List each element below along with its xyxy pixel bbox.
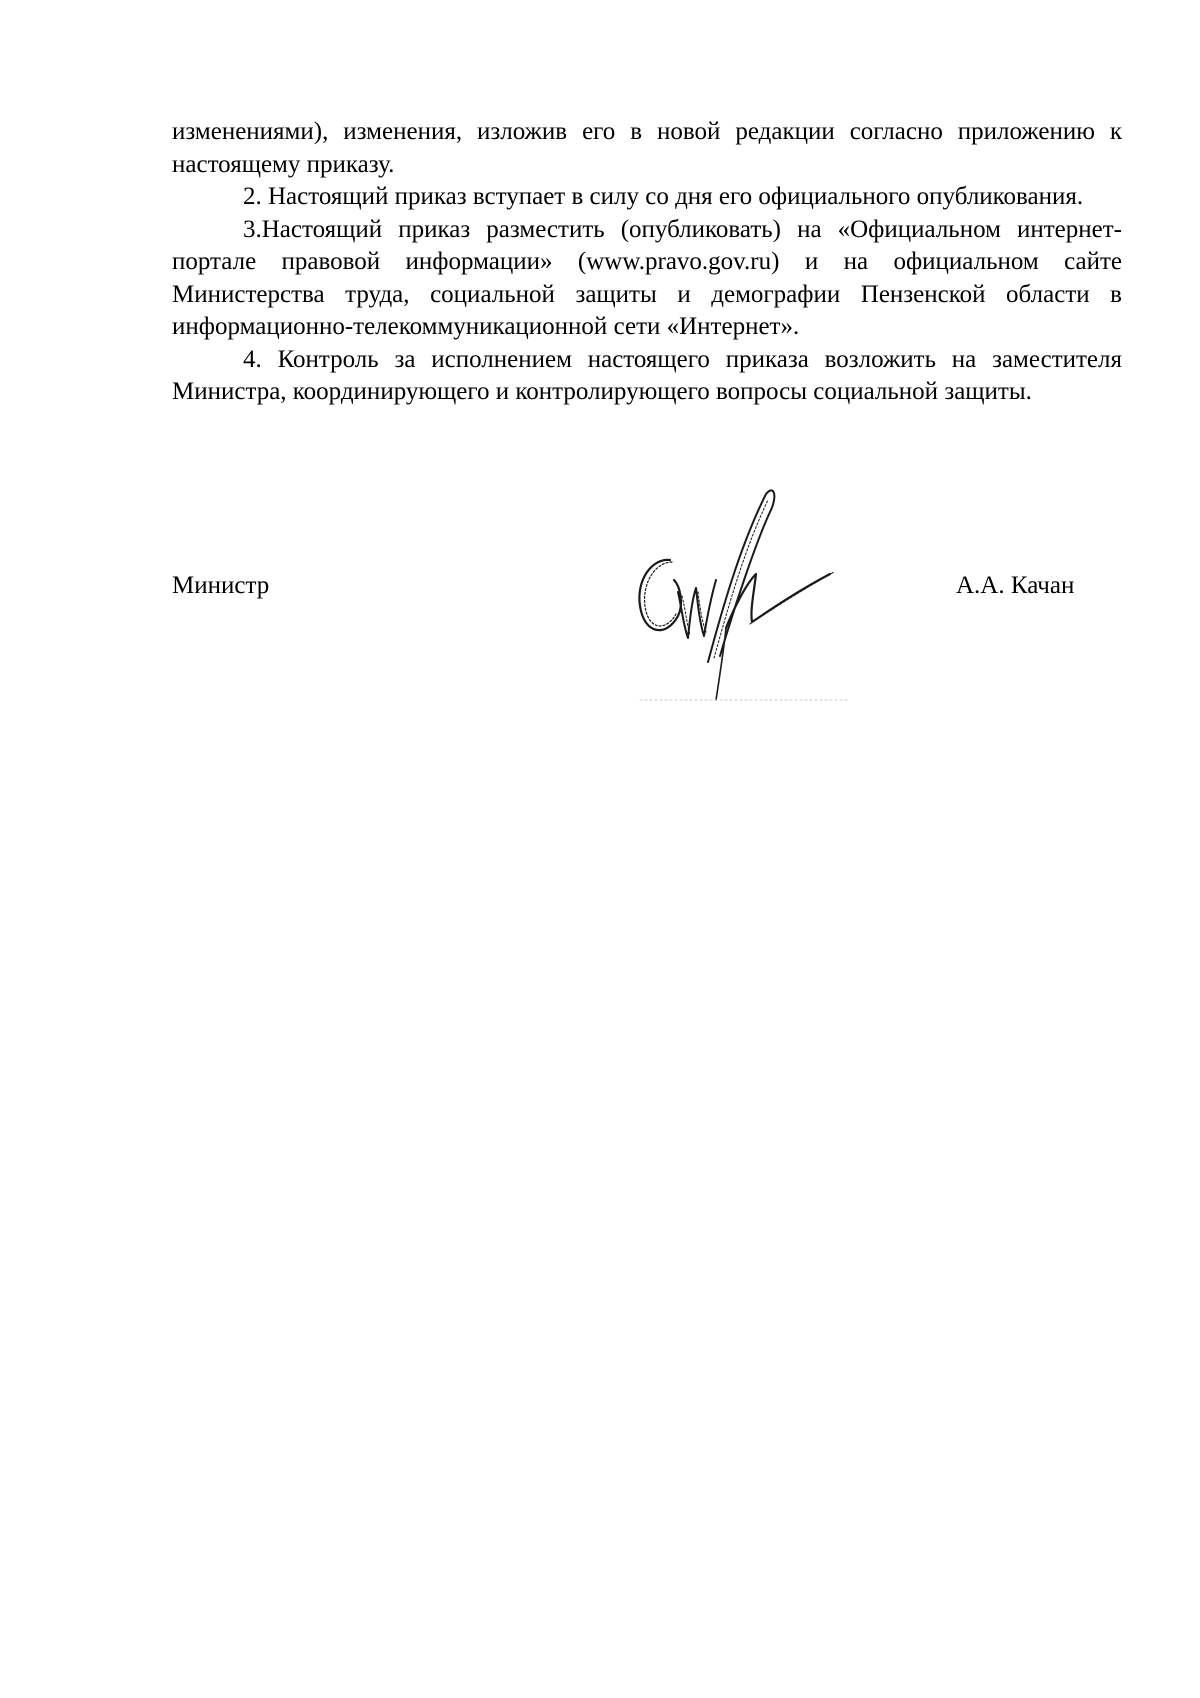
paragraph-continuation: изменениями), изменения, изложив его в новой редакции согласно приложению к настоящему приказу. [172,118,1122,178]
handwritten-signature [630,488,860,706]
paragraph-2: 2. Настоящий приказ вступает в силу со дня его официального опубликования. [243,183,1084,210]
document-body [172,116,1122,409]
signatory-name: А.А. Качан [956,572,1075,599]
paragraph-4: 4. Контроль за исполнением настоящего приказа возложить на заместителя Министра, координирующего и контролирующего вопросы социальной защиты. [172,345,1122,405]
signatory-title: Министр [172,572,270,599]
paragraph-3: 3.Настоящий приказ разместить (опубликовать) на «Официальном интернет-портале правовой информации» (www.pravo.gov.ru) и на официальном сайте Министерства труда, социальной защиты и демографии Пензенской области в информационно-телекоммуникационной сети «Интернет». [172,215,1122,340]
